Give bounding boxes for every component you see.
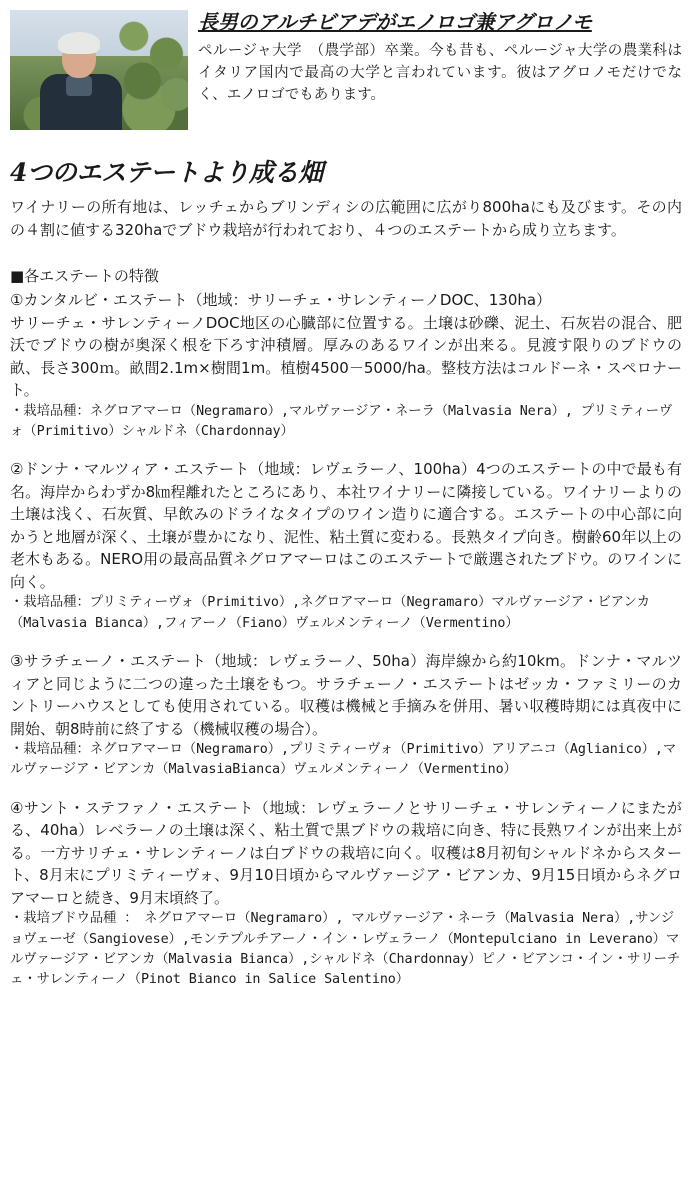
estate-title: ②ドンナ・マルツィア・エステート（地域：レヴェラーノ、100ha）4つのエステートの中で最も有名。海岸からわずか8㎞程離れたところにあり、本社ワイナリーに隣接している。ワイナリーよりの土壌は浅く、石灰質、早飲みのドライなタイプのワイン造りに適合する。エステートの中心部に向かうと地層が深く、土壌が豊かになり、泥性、粘土質に変わる。長熟タイプ向き。樹齢60年以上の老木もある。NERO用の最高品質ネグロアマーロはこのエステートで厳選されたブドウ。のワインに向く。 [10, 460, 682, 591]
estate-varieties: ・栽培品種：ネグロアマーロ（Negramaro）,マルヴァージア・ネーラ（Malvasia Nera）, プリミティーヴォ（Primitivo）シャルドネ（Chardonnay） [10, 403, 673, 439]
profile-body: ペルージャ大学 （農学部）卒業。今も昔も、ペルージャ大学の農業科はイタリア国内で最高の大学と言われています。彼はアグロノモだけでなく、エノロゴでもあります。 [198, 43, 682, 104]
person-shirt [66, 76, 92, 96]
estate-varieties: ・栽培品種：プリミティーヴォ（Primitivo）,ネグロアマーロ（Negramaro）マルヴァージア・ビアンカ（Malvasia Bianca）,フィアーノ（Fiano）ヴェルメンティーノ（Vermentino） [10, 595, 650, 631]
section-heading: 4つのエステートより成る畑 [10, 158, 323, 187]
profile-block [10, 10, 682, 130]
section-lead: ワイナリーの所有地は、レッチェからブリンディシの広範囲に広がり800haにも及びます。その内の４割に値する320haでブドウ栽培が行われており、４つのエステートから成り立ちます。 [10, 198, 682, 240]
person-hair [58, 32, 100, 54]
estate-entry [10, 650, 682, 781]
estate-varieties: ・栽培品種：ネグロアマーロ（Negramaro）,プリミティーヴォ（Primitivo）アリアニコ（Aglianico）,マルヴァージア・ビアンカ（MalvasiaBianca）ヴェルメンティーノ（Vermentino） [10, 742, 677, 778]
portrait-photo [10, 10, 188, 130]
estate-title: ④サント・ステファノ・エステート（地域：レヴェラーノとサリーチェ・サレンティーノにまたがる、40ha）レベラーノの土壌は深く、粘土質で黒ブドウの栽培に向き、特に長熟ワインが出来上がる。一方サリチェ・サレンティーノは白ブドウの栽培に向く。収穫は8月初旬シャルドネからスタート、8月末にプリミティーヴォ、9月10日頃からマルヴァージア・ビアンカ、9月15日頃からネグロアマーロと続き、9月末頃終了。 [10, 798, 682, 907]
section-subheading: ■各エステートの特徴 [10, 266, 159, 285]
estate-varieties: ・栽培ブドウ品種 ： ネグロアマーロ（Negramaro）, マルヴァージア・ネーラ（Malvasia Nera）,サンジョヴェーゼ（Sangiovese）,モンテプルチアーノ・イン・レヴェラーノ（Montepulciano in Leverano）マルヴァージア・ビアンカ（Malvasia Bianca）,シャルドネ（Chardonnay）ピノ・ビアンコ・イン・サリーチェ・サレンティーノ（Pinot Bianco in Salice Salentino） [10, 911, 681, 988]
estate-title: ①カンタルビ・エステート（地域：サリーチェ・サレンティーノDOC、130ha） [10, 291, 552, 309]
photo-person [36, 30, 128, 130]
estate-entry [10, 458, 682, 634]
estate-entry [10, 289, 682, 442]
profile-text [198, 10, 682, 106]
estate-description: サリーチェ・サレンティーノDOC地区の心臓部に位置する。土壌は砂礫、泥土、石灰岩の混合、肥沃でブドウの樹が奥深く根を下ろす沖積層。厚みのあるワインが出来る。見渡す限りのブドウの畝、長さ300ｍ。畝間2.1m×樹間1m。植樹4500－5000/ha。整枝方法はコルドーネ・スペロナート。 [10, 313, 682, 399]
estate-entry [10, 797, 682, 991]
profile-title: 長男のアルチビアデがエノロゴ兼アグロノモ [198, 10, 592, 34]
estate-title: ③サラチェーノ・エステート（地域：レヴェラーノ、50ha）海岸線から約10km。ドンナ・マルツィアと同じように二つの違った土壌をもつ。サラチェーノ・エステートはゼッカ・ファミリーのカントリーハウスとしても使用されている。収穫は機械と手摘みを併用、暑い収穫時期には真夜中に開始、朝8時前に終了する（機械収穫の場合）。 [10, 652, 682, 738]
